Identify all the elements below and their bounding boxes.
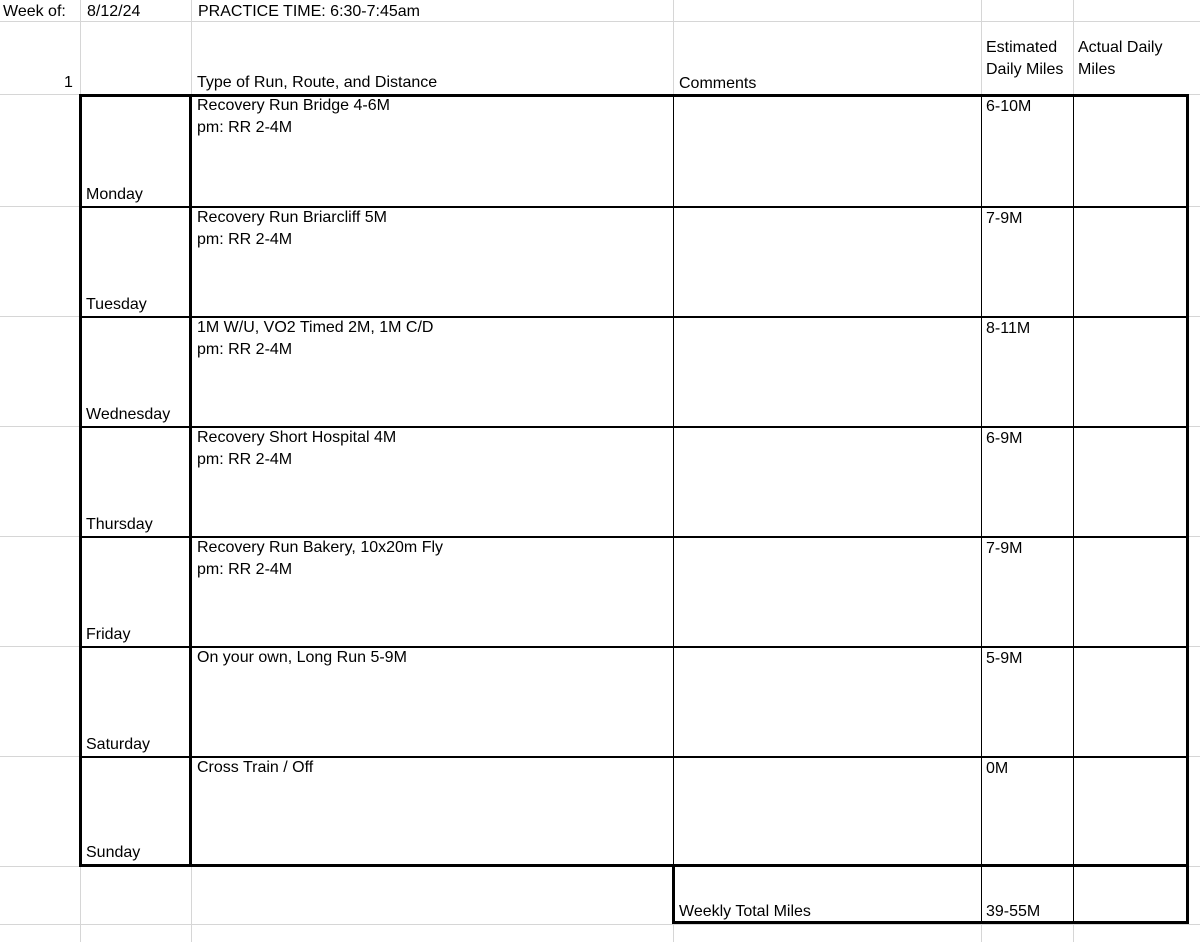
day-label: Sunday <box>86 844 141 861</box>
column-header-actual-2: Miles <box>1078 61 1116 78</box>
run-description[interactable]: Recovery Short Hospital 4M <box>197 429 397 446</box>
run-description-pm[interactable]: pm: RR 2-4M <box>197 119 293 136</box>
column-header-actual: Actual Daily <box>1078 39 1163 56</box>
column-header-estimated: Estimated <box>986 39 1058 56</box>
run-description-pm[interactable]: pm: RR 2-4M <box>197 231 293 248</box>
table-border <box>981 866 982 922</box>
run-description[interactable]: On your own, Long Run 5-9M <box>197 649 407 666</box>
run-description-pm[interactable]: pm: RR 2-4M <box>197 341 293 358</box>
table-border <box>981 96 982 866</box>
day-label: Wednesday <box>86 406 171 423</box>
table-border <box>1186 94 1189 924</box>
column-header-type: Type of Run, Route, and Distance <box>197 74 438 91</box>
run-description[interactable]: 1M W/U, VO2 Timed 2M, 1M C/D <box>197 319 434 336</box>
weekly-total-label: Weekly Total Miles <box>679 903 811 920</box>
estimated-miles[interactable]: 5-9M <box>986 650 1023 667</box>
column-header-comments: Comments <box>679 75 757 92</box>
weekly-total-estimated[interactable]: 39-55M <box>986 903 1041 920</box>
table-border <box>1073 866 1074 922</box>
run-description-pm[interactable]: pm: RR 2-4M <box>197 451 293 468</box>
table-border <box>189 94 192 867</box>
run-description[interactable]: Recovery Run Briarcliff 5M <box>197 209 387 226</box>
day-label: Tuesday <box>86 296 147 313</box>
gridline <box>0 924 1200 925</box>
table-border <box>673 96 674 866</box>
column-header-estimated-2: Daily Miles <box>986 61 1064 78</box>
estimated-miles[interactable]: 8-11M <box>986 320 1031 337</box>
run-description[interactable]: Recovery Run Bakery, 10x20m Fly <box>197 539 444 556</box>
day-label: Saturday <box>86 736 151 753</box>
day-label: Thursday <box>86 516 153 533</box>
practice-time: PRACTICE TIME: 6:30-7:45am <box>198 3 420 20</box>
row-number: 1 <box>64 74 73 91</box>
estimated-miles[interactable]: 7-9M <box>986 540 1023 557</box>
estimated-miles[interactable]: 0M <box>986 760 1009 777</box>
estimated-miles[interactable]: 7-9M <box>986 210 1023 227</box>
table-border <box>79 94 82 867</box>
table-border <box>1073 96 1074 866</box>
day-label: Friday <box>86 626 131 643</box>
week-label: Week of: <box>3 3 66 20</box>
run-description[interactable]: Recovery Run Bridge 4-6M <box>197 97 390 114</box>
estimated-miles[interactable]: 6-10M <box>986 98 1032 115</box>
table-border <box>672 866 675 924</box>
run-description[interactable]: Cross Train / Off <box>197 759 314 776</box>
gridline <box>0 21 1200 22</box>
table-border <box>79 864 1189 867</box>
estimated-miles[interactable]: 6-9M <box>986 430 1023 447</box>
week-date: 8/12/24 <box>87 3 141 20</box>
day-label: Monday <box>86 186 143 203</box>
run-description-pm[interactable]: pm: RR 2-4M <box>197 561 293 578</box>
